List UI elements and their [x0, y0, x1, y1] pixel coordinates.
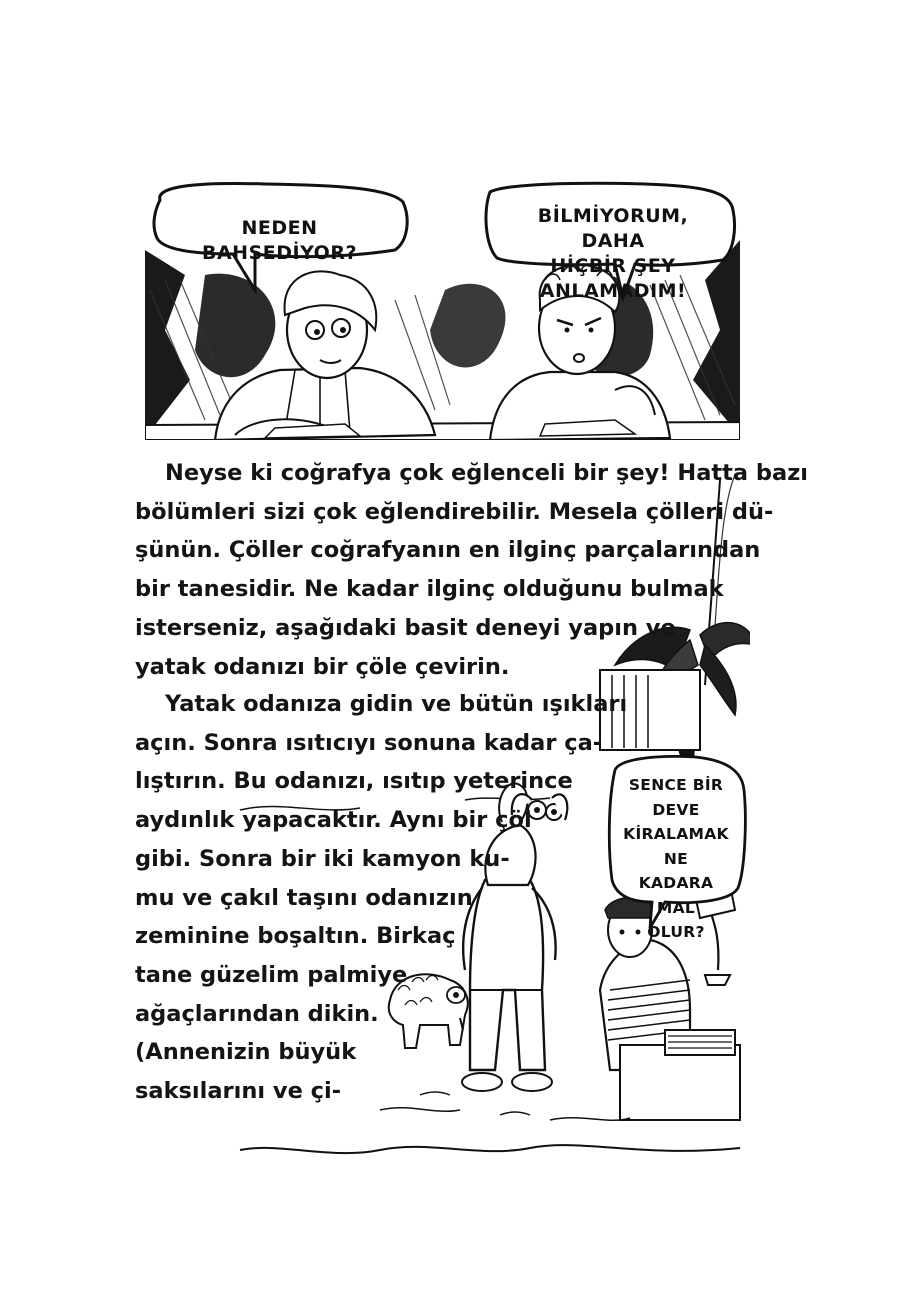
paragraph-1-line: Neyse ki coğrafya çok eğlenceli bir şey! Hatta bazı [165, 460, 809, 486]
speech-bubble-camel-line-5: OLUR? [647, 923, 705, 941]
speech-bubble-camel-line-1: SENCE BİR [628, 776, 724, 794]
speech-bubble-right [503, 204, 723, 304]
paragraph-1-line: yatak odanızı bir çöle çevirin. [135, 653, 510, 680]
paragraph-2-line: Yatak odanıza gidin ve bütün ışıkları [165, 691, 628, 717]
paragraph-2-line: lıştırın. Bu odanızı, ısıtıp yeterince [135, 768, 573, 795]
paragraph-2-line: gibi. Sonra bir iki kamyon ku- [135, 845, 510, 872]
speech-bubble-left [167, 216, 392, 266]
paragraph-1-line: bölümleri sizi çok eğlendirebilir. Mesela çölleri dü- [135, 498, 774, 525]
paragraph-1 [135, 454, 808, 686]
speech-bubble-right-line-2: HİÇBİR ŞEY ANLAMADIM! [539, 255, 687, 302]
speech-bubble-camel [617, 773, 735, 945]
comic-panel [145, 180, 740, 440]
paragraph-1-line: isterseniz, aşağıdaki basit deneyi yapın ve [135, 614, 676, 641]
paragraph-2-line: açın. Sonra ısıtıcıyı sonuna kadar ça- [135, 729, 603, 756]
paragraph-2-line: aydınlık yapacaktır. Aynı bir çöl [135, 807, 532, 834]
paragraph-1-line: şünün. Çöller coğrafyanın en ilginç parçalarından [135, 537, 761, 564]
paragraph-2-line: tane güzelim palmiye [135, 961, 408, 988]
speech-bubble-camel-line-4: KADARA MAL [638, 874, 714, 917]
paragraph-2-line: mu ve çakıl taşını odanızın [135, 884, 473, 911]
paragraph-2-line: (Annenizin büyük [135, 1039, 357, 1066]
speech-bubble-left-text: NEDEN BAHSEDİYOR? [202, 217, 357, 264]
paragraph-2-line: zeminine boşaltın. Birkaç [135, 923, 456, 950]
paragraph-2-line: ağaçlarından dikin. [135, 1000, 379, 1027]
speech-bubble-right-line-1: BİLMİYORUM, DAHA [537, 205, 689, 252]
paragraph-2-line: saksılarını ve çi- [135, 1078, 342, 1105]
speech-bubble-camel-line-3: KİRALAMAK NE [623, 825, 729, 868]
paragraph-1-line: bir tanesidir. Ne kadar ilginç olduğunu bulmak [135, 576, 724, 603]
speech-bubble-camel-line-2: DEVE [652, 800, 700, 819]
paragraph-2 [135, 685, 627, 1111]
